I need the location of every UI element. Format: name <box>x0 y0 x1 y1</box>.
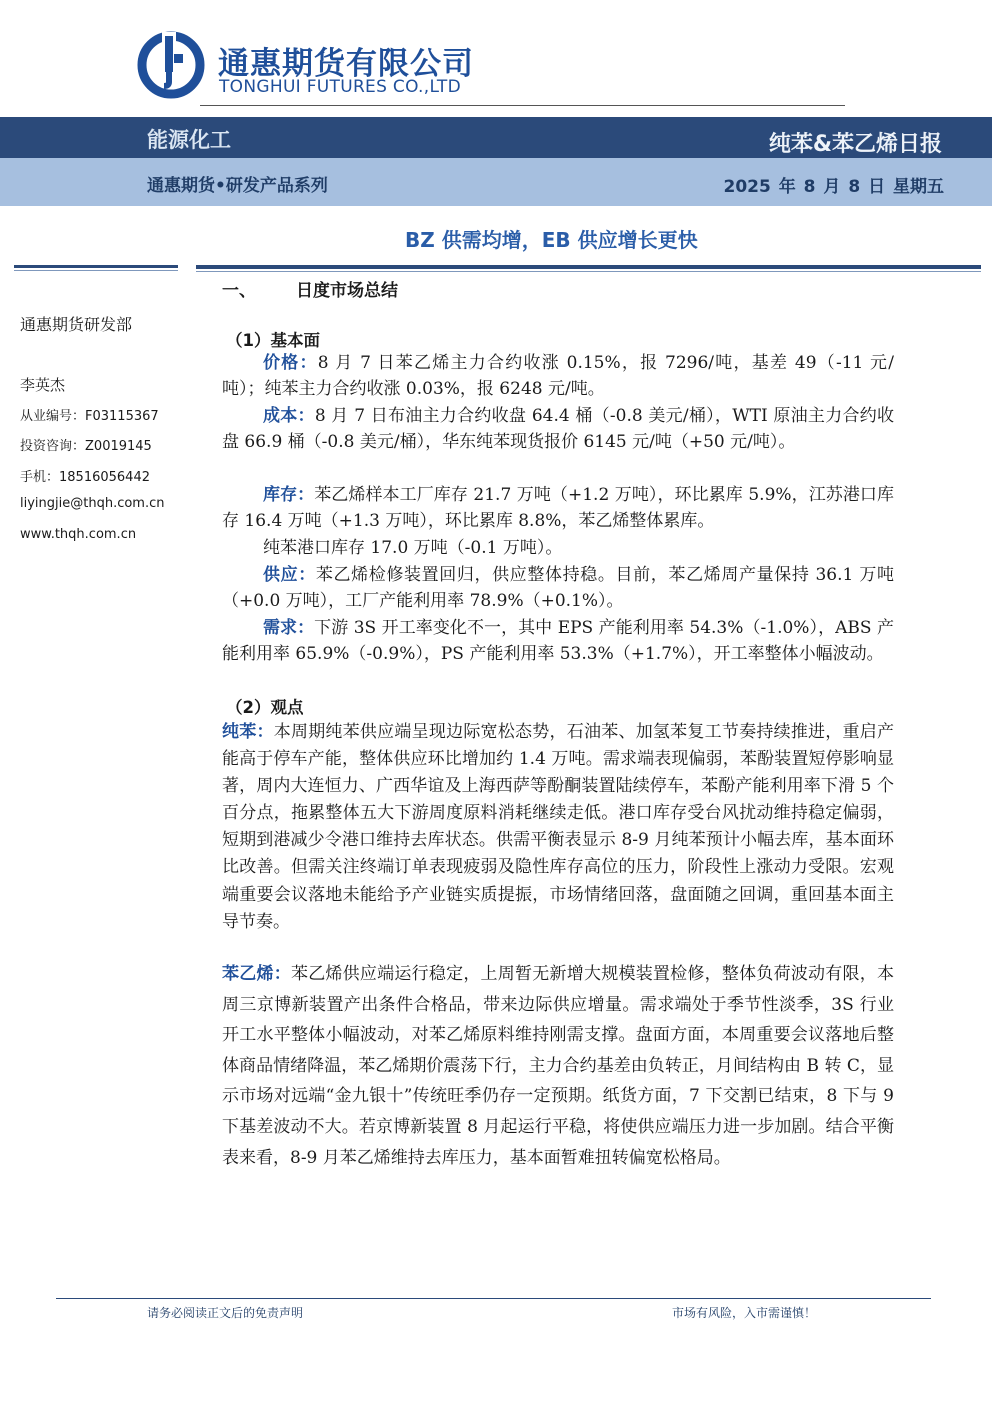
company-name-cn: 通惠期货有限公司 <box>218 46 474 82</box>
report-name: 纯苯&苯乙烯日报 <box>768 132 942 157</box>
text-supply: 苯乙烯检修装置回归，供应整体持稳。目前，苯乙烯周产量保持 36.1 万吨（+0.0 万吨），工厂产能利用率 78.9%（+0.1%）。 <box>222 565 894 612</box>
text-inventory: 苯乙烯样本工厂库存 21.7 万吨（+1.2 万吨），环比累库 5.9%，江苏港口库存 16.4 万吨（+1.3 万吨），环比累库 8.8%，苯乙烯整体累库。 <box>222 485 894 532</box>
section-number: 一、 <box>222 281 256 301</box>
analyst-name: 李英杰 <box>20 376 66 394</box>
sidebar-rule <box>14 265 178 268</box>
text-view-eb: 苯乙烯供应端运行稳定，上周暂无新增大规模装置检修，整体负荷波动有限，本周三京博新装置产出条件合格品，带来边际供应增量。需求端处于季节性淡季，3S 行业开工水平整体小幅波动，对苯乙烯原料维持刚需支撑。盘面方面，本周重要会议落地后整体商品情绪降温，苯乙烯期价震荡下行，主力合约基差由负转正，月间结构由 B 转 C，显示市场对远端“金九银十”传统旺季仍存一定预期。纸货方面，7 下交割已结束，8 下与 9 下基差波动不大。若京博新装置 8 月起运行平稳，将使供应端压力进一步加剧。结合平衡表来看，8-9 月苯乙烯维持去库压力，基本面暂难扭转偏宽松格局。 <box>222 964 895 1168</box>
footer-divider <box>56 1298 931 1299</box>
footer-risk-note: 市场有风险，入市需谨慎！ <box>671 1306 816 1320</box>
section-heading <box>222 276 398 301</box>
section-title: 日度市场总结 <box>296 281 398 301</box>
lead-demand: 需求： <box>263 618 315 638</box>
sector-label: 能源化工 <box>147 128 231 152</box>
text-bz-inventory: 纯苯港口库存 17.0 万吨（-0.1 万吨）。 <box>263 538 563 558</box>
body-rule-thin <box>196 271 981 272</box>
report-headline: BZ 供需均增，EB 供应增长更快 <box>405 228 698 252</box>
sidebar-rule-thin <box>14 270 178 271</box>
email-address[interactable] <box>20 496 165 511</box>
department-name: 通惠期货研发部 <box>20 315 133 334</box>
paragraph-view-bz <box>222 719 894 936</box>
paragraph-demand <box>222 615 894 668</box>
paragraph-view-eb <box>222 959 894 1173</box>
website-address[interactable] <box>20 527 136 542</box>
subsection-views: （2）观点 <box>226 698 304 717</box>
text-price: 8 月 7 日苯乙烯主力合约收涨 0.15%，报 7296/吨，基差 49（-11 元/吨）；纯苯主力合约收涨 0.03%，报 6248 元/吨。 <box>222 353 894 400</box>
phone-value: 18516056442 <box>59 470 150 485</box>
company-name-en: TONGHUI FUTURES CO.,LTD <box>219 77 461 97</box>
phone-label: 手机： <box>20 470 60 485</box>
advisory-number <box>20 435 152 454</box>
lead-price: 价格： <box>263 353 318 373</box>
advisory-label: 投资咨询： <box>20 439 86 454</box>
license-value: F03115367 <box>85 409 159 424</box>
paragraph-cost <box>222 403 894 456</box>
lead-view-bz: 纯苯： <box>222 722 274 742</box>
text-cost: 8 月 7 日布油主力合约收盘 64.4 桶（-0.8 美元/桶），WTI 原油主力合约收盘 66.9 桶（-0.8 美元/桶），华东纯苯现货报价 6145 元/吨（+50 元/吨）。 <box>222 406 895 453</box>
text-view-bz: 本周期纯苯供应端呈现边际宽松态势，石油苯、加氢苯复工节奏持续推进，重启产能高于停车产能，整体供应环比增加约 1.4 万吨。需求端表现偏弱，苯酚装置短停影响显著，周内大连恒力、广西华谊及上海西萨等酚酮装置陆续停车，苯酚产能利用率下滑 5 个百分点，拖累整体五大下游周度原料消耗继续走低。港口库存受台风扰动维持稳定偏弱，短期到港减少令港口维持去库状态。供需平衡表显示 8-9 月纯苯预计小幅去库，基本面环比改善。但需关注终端订单表现疲弱及隐性库存高位的压力，阶段性上涨动力受限。宏观端重要会议落地未能给予产业链实质提振，市场情绪回落，盘面随之回调，重回基本面主导节奏。 <box>222 722 895 932</box>
email-link[interactable]: liyingjie@thqh.com.cn <box>20 496 165 511</box>
text-demand: 下游 3S 开工率变化不一，其中 EPS 产能利用率 54.3%（-1.0%），ABS 产能利用率 65.9%（-0.9%），PS 产能利用率 53.3%（+1.7%），开工率整体小幅波动。 <box>222 618 894 665</box>
website-link[interactable]: www.thqh.com.cn <box>20 527 137 542</box>
paragraph-bz-inventory <box>222 535 894 561</box>
header-divider <box>200 105 845 106</box>
series-label: 通惠期货•研发产品系列 <box>147 176 328 196</box>
paragraph-inventory <box>222 482 894 535</box>
footer-disclaimer: 请务必阅读正文后的免责声明 <box>147 1306 304 1320</box>
lead-inventory: 库存： <box>263 485 315 505</box>
lead-supply: 供应： <box>263 565 316 585</box>
company-logo-icon <box>136 30 206 100</box>
advisory-value: Z0019145 <box>85 439 152 454</box>
lead-cost: 成本： <box>263 406 315 426</box>
report-date: 2025 年 8 月 8 日 星期五 <box>723 177 944 197</box>
license-label: 从业编号： <box>20 409 86 424</box>
paragraph-price <box>222 350 894 403</box>
license-number <box>20 405 159 424</box>
body-rule <box>196 265 981 269</box>
phone-number <box>20 466 150 485</box>
subsection-fundamentals: （1）基本面 <box>226 331 320 350</box>
lead-view-eb: 苯乙烯： <box>222 964 291 984</box>
paragraph-supply <box>222 562 894 615</box>
